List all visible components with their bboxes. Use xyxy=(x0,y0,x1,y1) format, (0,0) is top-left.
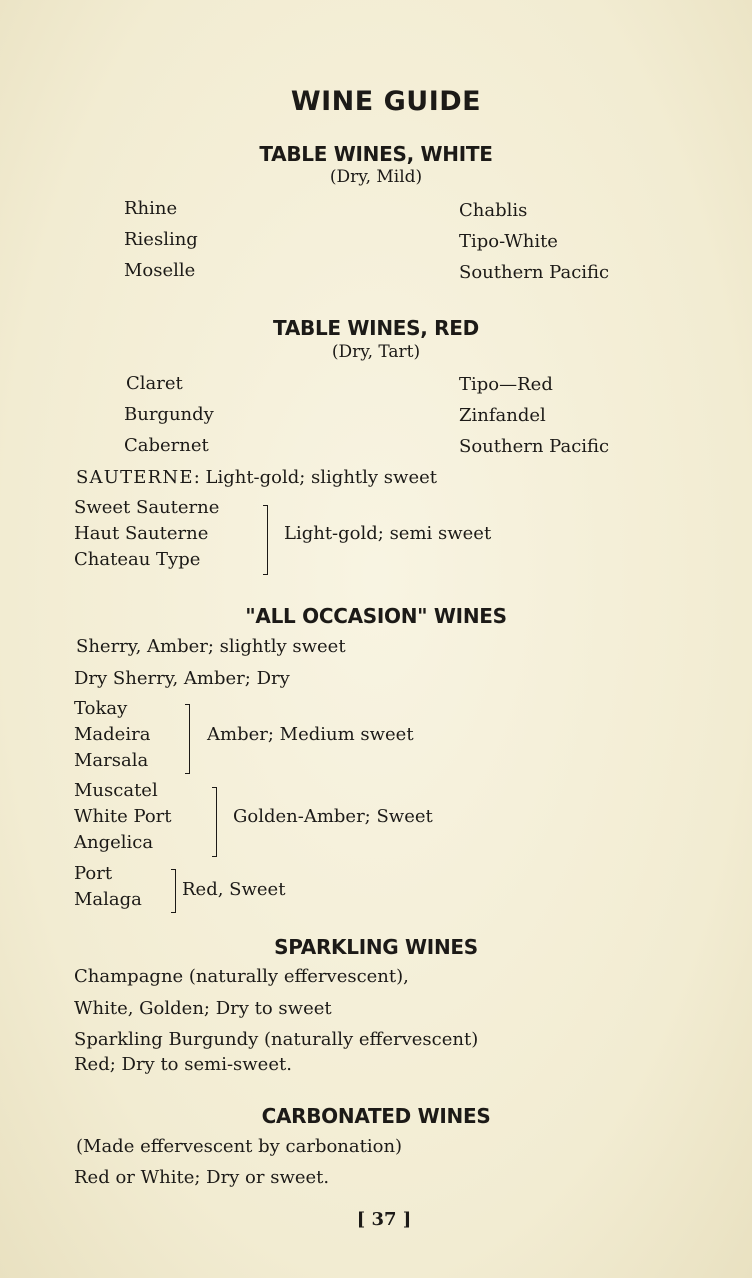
wine-item: Sweet Sauterne xyxy=(74,497,220,518)
section-subtitle-white: (Dry, Mild) xyxy=(329,167,423,187)
wine-item: Malaga xyxy=(74,889,142,910)
section-heading-white: TABLE WINES, WHITE xyxy=(259,142,493,166)
sparkling-line: White, Golden; Dry to sweet xyxy=(74,998,332,1019)
wine-item: Southern Pacific xyxy=(459,436,610,457)
occasion-line: Dry Sherry, Amber; Dry xyxy=(74,668,290,689)
brace xyxy=(212,787,217,857)
brace xyxy=(171,869,176,913)
wine-item: Southern Pacific xyxy=(459,262,610,283)
sauterne-line xyxy=(76,467,437,488)
carbonated-line: (Made effervescent by carbonation) xyxy=(76,1136,403,1157)
section-subtitle-red: (Dry, Tart) xyxy=(331,342,421,362)
wine-item: Moselle xyxy=(124,260,196,281)
wine-item: Zinfandel xyxy=(459,405,546,426)
wine-item: Tipo—Red xyxy=(459,374,553,395)
brace xyxy=(185,704,190,774)
sparkling-line: Sparkling Burgundy (naturally effervescent) xyxy=(74,1029,479,1050)
group-description: Light-gold; semi sweet xyxy=(284,523,492,544)
brace xyxy=(263,505,268,575)
wine-item: Angelica xyxy=(74,832,154,853)
wine-item: Rhine xyxy=(124,198,178,219)
wine-item: Haut Sauterne xyxy=(74,523,209,544)
wine-item: Tokay xyxy=(74,698,128,719)
wine-item: Burgundy xyxy=(124,404,214,425)
section-heading-sparkling: SPARKLING WINES xyxy=(274,935,478,959)
group-description: Golden-Amber; Sweet xyxy=(233,806,433,827)
wine-item: Marsala xyxy=(74,750,149,771)
wine-item: Port xyxy=(74,863,113,884)
page-title: WINE GUIDE xyxy=(290,86,482,117)
wine-item: White Port xyxy=(74,806,172,827)
sauterne-label: SAUTERNE xyxy=(76,467,194,488)
sparkling-line: Champagne (naturally effervescent), xyxy=(74,966,409,987)
occasion-line: Sherry, Amber; slightly sweet xyxy=(76,636,346,657)
sauterne-desc: : Light-gold; slightly sweet xyxy=(193,467,437,488)
wine-item: Madeira xyxy=(74,724,151,745)
wine-item: Chateau Type xyxy=(74,549,201,570)
wine-item: Riesling xyxy=(124,229,198,250)
wine-item: Chablis xyxy=(459,200,528,221)
section-heading-red: TABLE WINES, RED xyxy=(273,316,479,340)
page-number: [ 37 ] xyxy=(356,1209,412,1230)
wine-item: Cabernet xyxy=(124,435,209,456)
section-heading-carbonated: CARBONATED WINES xyxy=(261,1104,491,1128)
wine-item: Muscatel xyxy=(74,780,158,801)
carbonated-line: Red or White; Dry or sweet. xyxy=(74,1167,330,1188)
wine-item: Claret xyxy=(126,373,183,394)
sparkling-line: Red; Dry to semi-sweet. xyxy=(74,1054,292,1075)
wine-item: Tipo-White xyxy=(459,231,558,252)
group-description: Amber; Medium sweet xyxy=(207,724,414,745)
section-heading-occasion: "ALL OCCASION" WINES xyxy=(245,604,507,628)
group-description: Red, Sweet xyxy=(182,879,286,900)
